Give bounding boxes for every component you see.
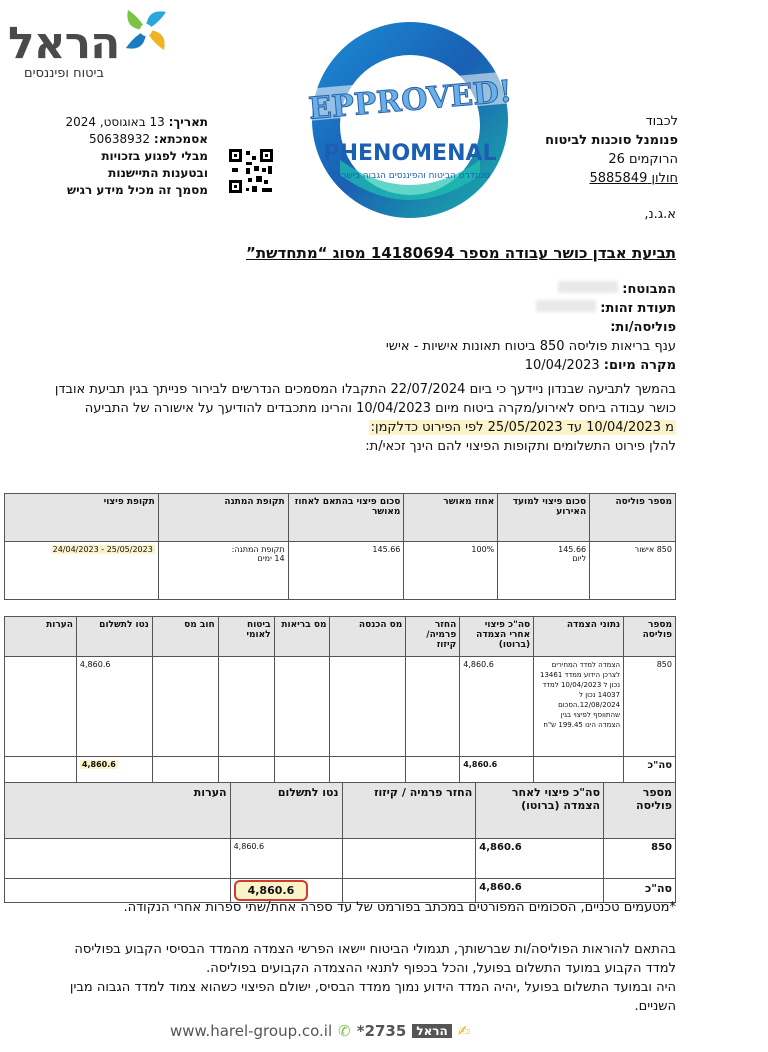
recipient-to: לכבוד bbox=[645, 114, 678, 129]
t2-indexation: הצמדה למדד המחירים לצרכן הידוע ממדד 13461 נכון ל 10/04/2023 למדד 14037 נכון ל 12/08/2024.הסכום שהתווסף לפיצוי בגין הצמדה הינו 199.45 ש"ח bbox=[534, 657, 624, 757]
phenomenal-approved-stamp bbox=[300, 10, 520, 220]
footer-phone[interactable]: *2735 bbox=[356, 1022, 407, 1040]
indexation-notes bbox=[0, 940, 676, 1016]
note-line3: היה ובמועד התשלום בפועל ,יהיה המדד הידוע נמוך ממדד הבסיס, ישולם הפיצוי כשהוא צמוד למדד הגבוה מבין bbox=[69, 980, 676, 995]
summary-table bbox=[4, 782, 676, 903]
payment-detail-table bbox=[4, 616, 676, 783]
t3-gross: 4,860.6 bbox=[476, 839, 604, 879]
greeting: א.ג.נ, bbox=[644, 207, 676, 222]
t3-h-refund: החזר פרמיה / קיזוז bbox=[342, 783, 476, 839]
t3-h-net: נטו לתשלום bbox=[230, 783, 342, 839]
t3-h-gross: סה"כ פיצוי לאחר הצמדה (ברוטו) bbox=[476, 783, 604, 839]
note-line1: בהתאם להוראות הפוליסה/ות שברשותך, תגמולי הביטוח יישאו הפרשי הצמדה מהמדד הבסיסי הקבוע בפוליסה bbox=[74, 942, 676, 957]
body-line3: מ 10/04/2023 עד 25/05/2023 לפי הפירוט כדלקמן: bbox=[370, 420, 674, 435]
t2-h-net: נטו לתשלום bbox=[76, 617, 152, 657]
logo-swirl-icon bbox=[118, 2, 174, 58]
recipient-street: הרוקמים 26 bbox=[608, 152, 678, 167]
logo-tagline: ביטוח ופיננסים bbox=[24, 66, 104, 81]
compensation-table bbox=[4, 493, 676, 600]
t2-gross: 4,860.6 bbox=[460, 657, 534, 757]
t2-total-gross: 4,860.6 bbox=[460, 757, 534, 783]
letter-meta bbox=[30, 114, 208, 199]
table-row bbox=[5, 839, 676, 879]
t2-h-refund: החזר פרמיה/ קיזוז bbox=[406, 617, 460, 657]
date-label: תאריך: bbox=[168, 115, 208, 129]
qr-code[interactable] bbox=[228, 148, 274, 194]
hand-icon: ✍ bbox=[457, 1022, 471, 1040]
t1-period: 24/04/2023 - 25/05/2023 bbox=[52, 545, 153, 554]
t1-approved: 145.66 bbox=[288, 542, 404, 600]
phone-icon: ✆ bbox=[338, 1022, 351, 1040]
t3-total-net: 4,860.6 bbox=[234, 880, 309, 901]
t2-total-net: 4,860.6 bbox=[81, 760, 116, 769]
policy-label: פוליסה/ות: bbox=[610, 320, 676, 335]
t2-h-health-tax: מס בריאות bbox=[274, 617, 330, 657]
stamp-brand-text: PHENOMENAL bbox=[323, 141, 497, 166]
ref-value: 50638932 bbox=[88, 132, 151, 146]
table-row bbox=[5, 657, 676, 757]
insured-label: המבוטח: bbox=[622, 282, 676, 297]
t1-header-approved: סכום פיצוי בהתאם לאחוז מאושר bbox=[288, 494, 404, 542]
body-paragraph bbox=[6, 380, 676, 456]
t1-header-period: תקופת פיצוי bbox=[5, 494, 159, 542]
t1-header-wait: תקופת המתנה bbox=[158, 494, 288, 542]
t2-h-notes: הערות bbox=[5, 617, 77, 657]
t2-h-income-tax: מס הכנסה bbox=[330, 617, 406, 657]
t1-amount-unit: ליום bbox=[572, 554, 587, 563]
t3-policy: 850 bbox=[604, 839, 676, 879]
claim-fields bbox=[276, 280, 676, 375]
stamp-subtitle-text: סטנדרט הביטוח והפיננסים הגבוה בישראל bbox=[330, 171, 490, 181]
meta-line5: מסמך זה מכיל מידע רגיש bbox=[67, 183, 208, 197]
t2-h-policy: מספר פוליסה bbox=[624, 617, 676, 657]
ref-label: אסמכתא: bbox=[153, 132, 208, 146]
body-line4: להלן פירוט התשלומים ותקופות הפיצוי להם הינך זכאי/ת: bbox=[365, 439, 676, 454]
t3-total-gross: 4,860.6 bbox=[476, 879, 604, 903]
t1-percent: 100% bbox=[404, 542, 498, 600]
t2-h-nat-ins: ביטוח לאומי bbox=[218, 617, 274, 657]
t1-wait-value: 14 ימים bbox=[257, 554, 285, 563]
t3-h-notes: הערות bbox=[5, 783, 231, 839]
body-line2: כושר עבודה ביחס לאירוע/מקרה ביטוח מיום 10/04/2023 והרינו מתכבדים להודיעך על אישורה של התביעה bbox=[84, 401, 676, 416]
t3-h-policy: מספר פוליסה bbox=[604, 783, 676, 839]
recipient-city: חולון 5885849 bbox=[589, 171, 678, 186]
date-value: 13 באוגוסט, 2024 bbox=[65, 115, 165, 129]
t1-header-policy: מספר פוליסה bbox=[590, 494, 676, 542]
meta-line4: ובטענות התיישנות bbox=[108, 166, 208, 180]
t1-header-amount: סכום פיצוי למועד האירוע bbox=[498, 494, 590, 542]
table-row bbox=[5, 542, 676, 600]
t2-net: 4,860.6 bbox=[76, 657, 152, 757]
t1-header-percent: אחוז מאושר bbox=[404, 494, 498, 542]
note-line4: השניים. bbox=[634, 999, 676, 1014]
t2-h-tax-debt: חוב מס bbox=[152, 617, 218, 657]
recipient-block bbox=[498, 112, 678, 188]
subject-line: תביעת אבדן כושר עבודה מספר 14180694 מסוג “מתחדשת” bbox=[245, 244, 676, 262]
stamp-approved-text: EPPROVED! bbox=[307, 74, 514, 127]
t2-total-label: סה"כ bbox=[624, 757, 676, 783]
event-label: מקרה מיום: bbox=[603, 358, 676, 373]
t1-wait-label: תקופת המתנה: bbox=[231, 545, 285, 554]
body-line1: בהמשך לתביעה שבנדון ניידעך כי ביום 22/07/2024 התקבלו המסמכים הנדרשים לבירור פנייתך בגין תביעת אובדן bbox=[54, 382, 676, 397]
footer bbox=[170, 1022, 530, 1040]
t3-net: 4,860.6 bbox=[230, 839, 342, 879]
t2-policy: 850 bbox=[624, 657, 676, 757]
id-label: תעודת זהות: bbox=[600, 301, 676, 316]
footer-brand: הראל bbox=[412, 1024, 451, 1038]
event-value: 10/04/2023 bbox=[524, 358, 600, 373]
meta-line3: מבלי לפגוע בזכויות bbox=[101, 149, 208, 163]
note-line2: למדד הקבוע במועד התשלום בפועל, והכל בכפוף לתנאי ההצמדה הקבועים בפוליסה. bbox=[206, 961, 676, 976]
t3-total-label: סה"כ bbox=[604, 879, 676, 903]
footer-url[interactable]: www.harel-group.co.il bbox=[170, 1022, 333, 1040]
table-total-row bbox=[5, 757, 676, 783]
rounding-note: *מטעמים טכניים, הסכומים המפורטים במכתב בפורמט של עד ספרה אחת/שתי ספרות אחרי הנקודה. bbox=[123, 900, 676, 915]
t1-amount: 145.66 bbox=[558, 545, 587, 554]
t2-h-index: נתוני הצמדה bbox=[534, 617, 624, 657]
t1-policy: 850 אישור bbox=[634, 545, 672, 554]
policy-value: ענף בריאות פוליסה 850 ביטוח תאונות אישיות - אישי bbox=[385, 339, 676, 354]
recipient-agency: פנומנל סוכנות לביטוח bbox=[545, 133, 678, 148]
logo-wordmark: הראל bbox=[8, 18, 120, 69]
t2-h-gross: סה"כ פיצוי אחרי הצמדה (ברוטו) bbox=[460, 617, 534, 657]
